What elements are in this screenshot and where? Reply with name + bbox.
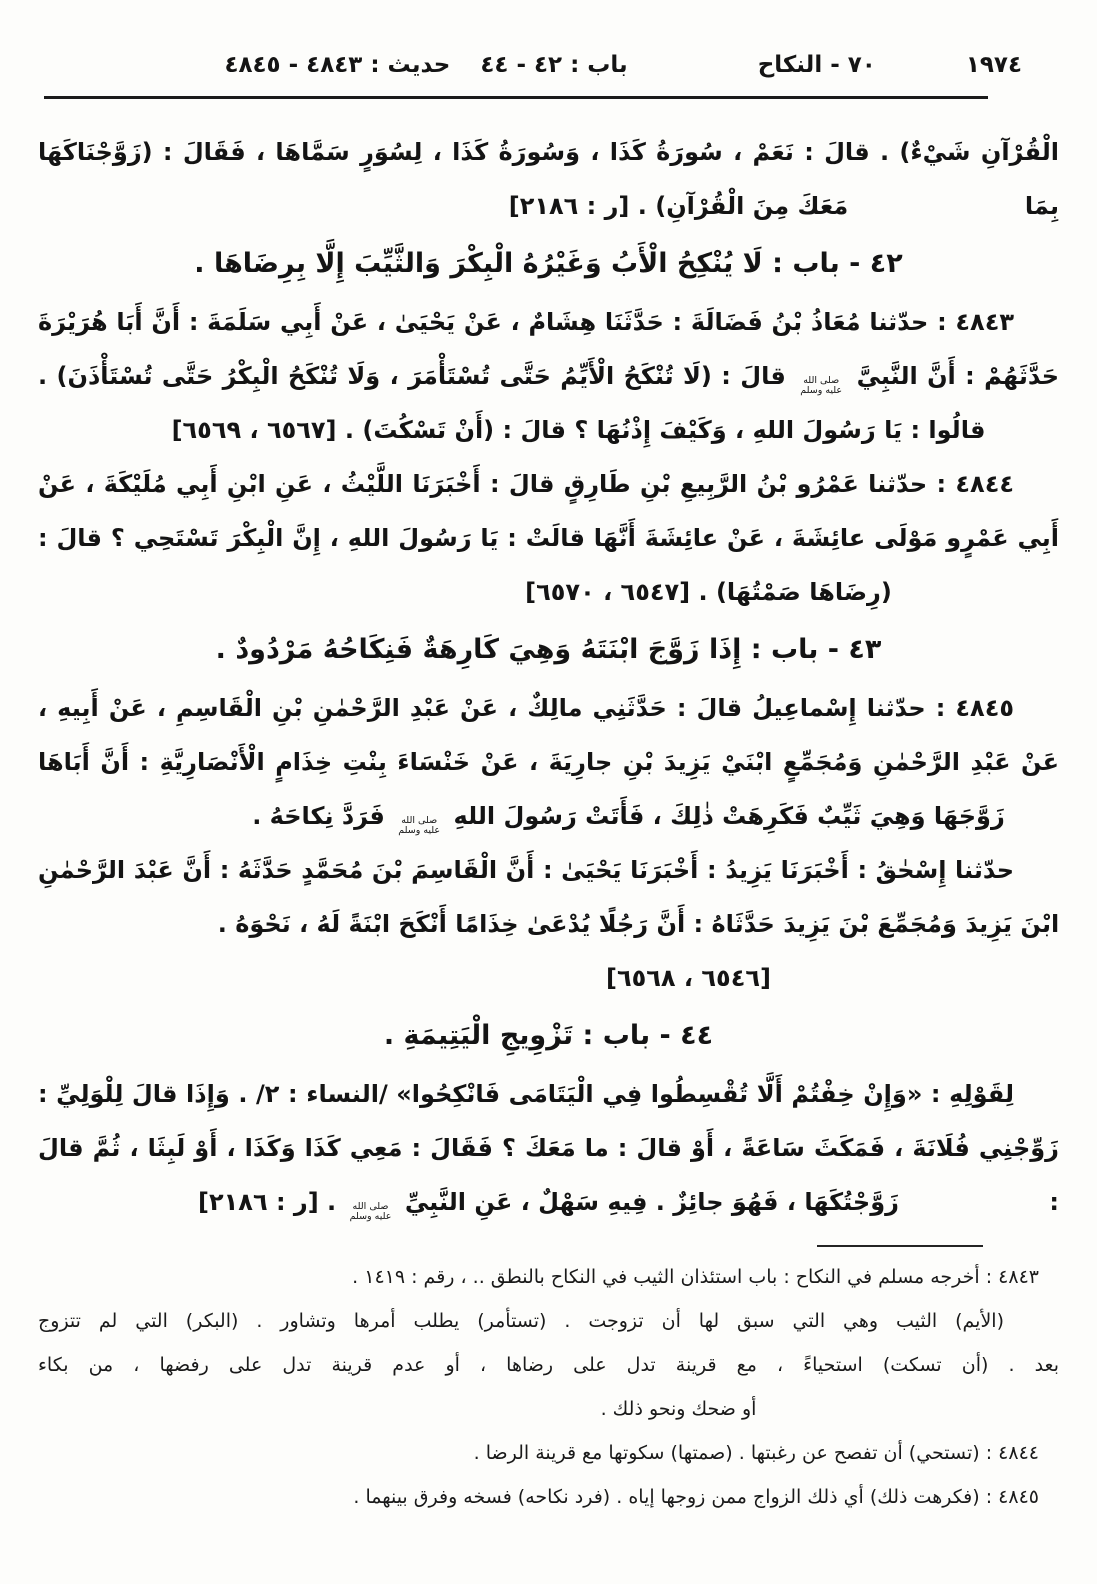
sallallahu-honorific: صلى الله عليه وسلم [349, 1201, 392, 1222]
body-text: قالَ : (لَا تُنْكَحُ الْأَيِّمُ حَتَّى تُسْتَأْمَرَ ، وَلَا تُنْكَحُ الْبِكْرُ حَتَّى تُسْتَأْذَنَ) . [38, 362, 796, 390]
hadith-text-block [38, 125, 1059, 1229]
chapter-44-text-line: لِقَوْلِهِ : «وَإِنْ خِفْتُمْ أَلَّا تُقْسِطُوا فِي الْيَتَامَى فَانْكِحُوا» /النساء : ٢/ . وَإِذَا قالَ لِلْوَلِيِّ : [38, 1080, 1014, 1108]
body-text: زَوَّجْتُكَهَا ، فَهُوَ جائِزٌ . فِيهِ سَهْلٌ ، عَنِ النَّبِيِّ [396, 1188, 899, 1216]
footnote-separator [817, 1245, 983, 1247]
hadith-4845-line: عَنْ عَبْدِ الرَّحْمٰنِ وَمُجَمِّعٍ ابْنَيْ يَزِيدَ بْنِ جارِيَةَ ، عَنْ خَنْسَاءَ بِنْتِ خِذَامٍ الْأَنْصَارِيَّةِ : أَنَّ أَبَاهَا [38, 748, 1059, 776]
hadith-4845-isnad2-line: حدّثنا إِسْحٰقُ : أَخْبَرَنَا يَزِيدُ : أَخْبَرَنَا يَحْيَىٰ : أَنَّ الْقَاسِمَ بْنَ مُحَمَّدٍ حَدَّثَهُ : أَنَّ عَبْدَ الرَّحْمٰنِ [38, 856, 1014, 884]
book-title: ٧٠ - النكاح [757, 52, 876, 78]
body-text: حَدَّثَهُمْ : أَنَّ النَّبِيَّ [847, 362, 1059, 390]
body-text: . [ر : ٢١٨٦] [198, 1188, 345, 1216]
hadith-4844-line: ٤٨٤٤ : حدّثنا عَمْرُو بْنُ الرَّبِيعِ بْنِ طَارِقٍ قالَ : أَخْبَرَنَا اللَّيْثُ ، عَنِ ابْنِ أَبِي مُلَيْكَةَ ، عَنْ [38, 470, 1014, 498]
body-line: الْقُرْآنِ شَيْءٌ) . قالَ : نَعَمْ ، سُورَةُ كَذَا ، وَسُورَةُ كَذَا ، لِسُوَرٍ سَمَّاهَا ، فَقَالَ : (زَوَّجْنَاكَهَا بِمَا [38, 138, 1059, 220]
chapter-heading-42: ٤٢ - باب : لَا يُنْكِحُ الْأَبُ وَغَيْرُهُ الْبِكْرَ وَالثَّيِّبَ إِلَّا بِرِضَاهَا . [194, 248, 903, 279]
body-line-reference: مَعَكَ مِنَ الْقُرْآنِ) . [ر : ٢١٨٦] [508, 192, 849, 220]
running-head [38, 52, 1059, 78]
hadith-4845-line: ٤٨٤٥ : حدّثنا إِسْماعِيلُ قالَ : حَدَّثَنِي مالِكٌ ، عَنْ عَبْدِ الرَّحْمٰنِ بْنِ الْقَاسِمِ ، عَنْ أَبِيهِ ، [38, 694, 1014, 722]
footnote-4843-gloss: (الأيم) الثيب وهي التي سبق لها أن تزوجت . (تستأمر) يطلب أمرها وتشاور . (البكر) التي لم تتزوج [38, 1310, 1004, 1332]
hadith-4843-line [38, 349, 1059, 403]
footnotes-block [38, 1255, 1059, 1519]
cross-reference: [٦٥٤٦ ، ٦٥٦٨] [606, 964, 771, 992]
hadith-4843-line: ٤٨٤٣ : حدّثنا مُعَاذُ بْنُ فَضَالَةَ : حَدَّثَنَا هِشَامٌ ، عَنْ يَحْيَىٰ ، عَنْ أَبِي سَلَمَةَ : أَنَّ أَبَا هُرَيْرَةَ [38, 308, 1014, 336]
hadith-4845-line [118, 789, 1097, 843]
body-text: زَوَّجَهَا وَهِيَ ثَيِّبٌ فَكَرِهَتْ ذٰلِكَ ، فَأَتَتْ رَسُولَ اللهِ [445, 802, 1005, 830]
body-text: فَرَدَّ نِكاحَهُ . [252, 802, 394, 830]
hadith-range: حديث : ٤٨٤٣ - ٤٨٤٥ [224, 52, 451, 78]
footnote-4843: ٤٨٤٣ : أخرجه مسلم في النكاح : باب استئذان الثيب في النكاح بالنطق .. ، رقم : ١٤١٩ . [352, 1266, 1039, 1288]
page-number: ١٩٧٤ [965, 52, 1022, 78]
chapter-44-text-line [38, 1175, 1059, 1229]
chapter-range: باب : ٤٢ - ٤٤ [480, 52, 628, 78]
footnote-4843-gloss: بعد . (أن تسكت) استحياءً ، مع قرينة تدل على رضاها ، أو عدم قرينة تدل على رفضها ، من بكاء [38, 1354, 1059, 1376]
hadith-4844-line: (رِضَاهَا صَمْتُهَا) . [٦٥٤٧ ، ٦٥٧٠] [525, 578, 892, 606]
sallallahu-honorific: صلى الله عليه وسلم [398, 815, 441, 836]
sallallahu-honorific: صلى الله عليه وسلم [800, 375, 843, 396]
header-rule [44, 96, 988, 99]
footnote-4844: ٤٨٤٤ : (تستحي) أن تفصح عن رغبتها . (صمتها) سكوتها مع قرينة الرضا . [473, 1442, 1039, 1464]
hadith-4845-isnad2-line: ابْنَ يَزِيدَ وَمُجَمِّعَ بْنَ يَزِيدَ حَدَّثَاهُ : أَنَّ رَجُلًا يُدْعَىٰ خِذَامًا أَنْكَحَ ابْنَةً لَهُ ، نَحْوَهُ . [217, 910, 1060, 938]
chapter-heading-44: ٤٤ - باب : تَزْوِيجِ الْيَتِيمَةِ . [383, 1020, 714, 1051]
hadith-4844-line: أَبِي عَمْرٍو مَوْلَى عائِشَةَ ، عَنْ عائِشَةَ أَنَّهَا قالَتْ : يَا رَسُولَ اللهِ ، إِنَّ الْبِكْرَ تَسْتَحِي ؟ قالَ : [38, 524, 1059, 552]
footnote-4845: ٤٨٤٥ : (فكرهت ذلك) أي ذلك الزواج ممن زوجها إياه . (فرد نكاحه) فسخه وفرق بينهما . [353, 1486, 1039, 1508]
chapter-44-text-line: زَوِّجْنِي فُلَانَةَ ، فَمَكَثَ سَاعَةً ، أَوْ قالَ : ما مَعَكَ ؟ فَقَالَ : مَعِي كَذَا وَكَذَا ، أَوْ لَبِثَا ، ثُمَّ قالَ : [38, 1134, 1059, 1216]
footnote-4843-gloss: أو ضحك ونحو ذلك . [600, 1398, 757, 1420]
chapter-heading-43: ٤٣ - باب : إِذَا زَوَّجَ ابْنَتَهُ وَهِيَ كَارِهَةٌ فَنِكَاحُهُ مَرْدُودٌ . [215, 634, 882, 665]
hadith-4843-line: قالُوا : يَا رَسُولَ اللهِ ، وَكَيْفَ إِذْنُهَا ؟ قالَ : (أَنْ تَسْكُتَ) . [٦٥٦٧ ، ٦٥٦٩] [171, 416, 986, 444]
